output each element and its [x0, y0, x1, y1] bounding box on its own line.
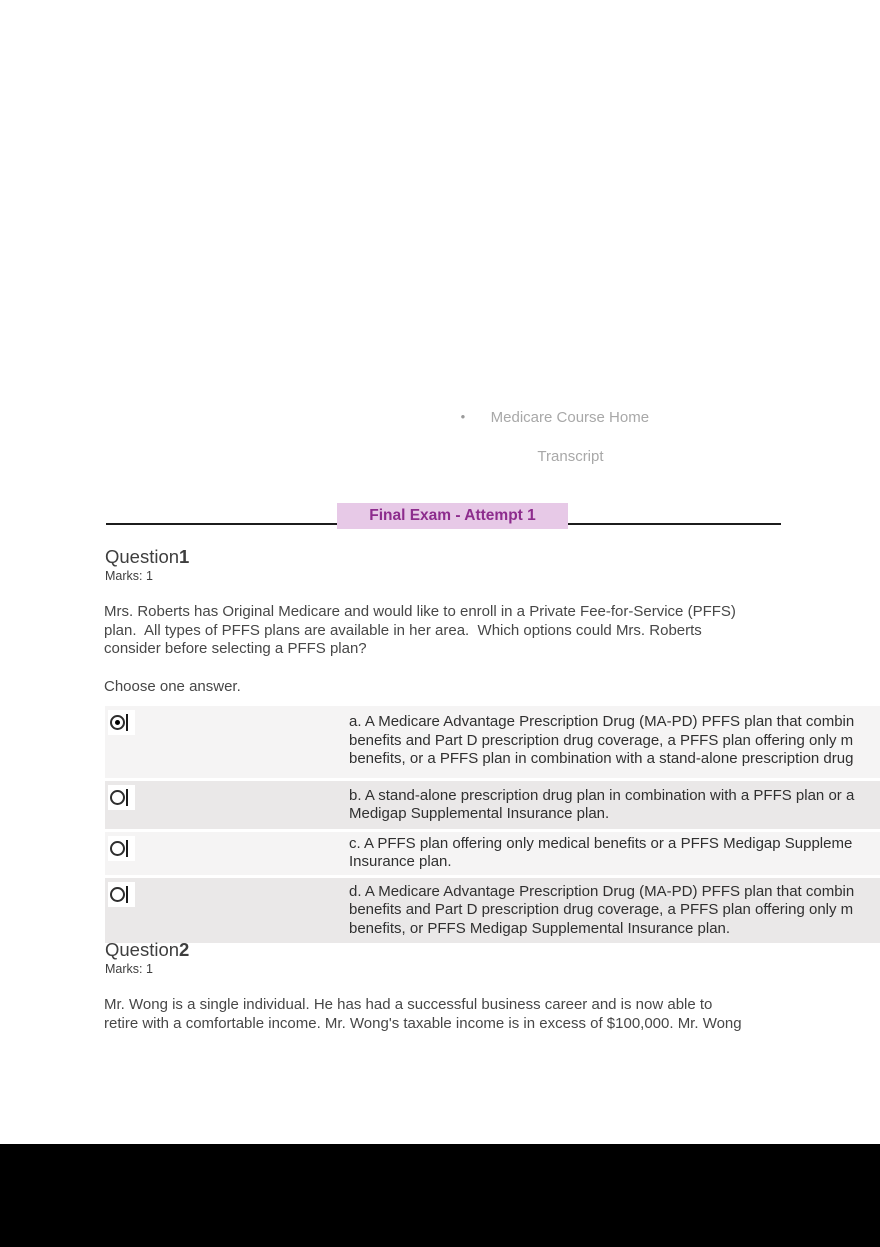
option-text-line: c. A PFFS plan offering only medical benefits or a PFFS Medigap Suppleme	[349, 834, 853, 852]
radio-circle-icon	[110, 790, 125, 805]
answer-option-d[interactable]	[105, 878, 880, 944]
question-2-heading: Question2	[105, 939, 190, 960]
option-text-line: benefits, or PFFS Medigap Supplemental Insurance plan.	[349, 919, 731, 937]
text-cursor-artifact	[126, 789, 128, 806]
bottom-black-bar	[0, 1144, 880, 1247]
radio-button-c[interactable]	[108, 836, 135, 861]
question-1-marks: Marks: 1	[105, 569, 153, 583]
radio-circle-icon	[110, 841, 125, 856]
radio-button-a[interactable]	[108, 710, 135, 735]
choose-one-answer-label: Choose one answer.	[104, 678, 241, 695]
option-text-line: Insurance plan.	[349, 853, 452, 870]
option-text-line: benefits and Part D prescription drug coverage, a PFFS plan offering only m	[349, 731, 854, 749]
question-1-heading: Question1	[105, 546, 190, 567]
radio-button-b[interactable]	[108, 785, 135, 810]
option-text-line: a. A Medicare Advantage Prescription Drug (MA-PD) PFFS plan that combin	[349, 713, 855, 730]
radio-button-d[interactable]	[108, 882, 135, 907]
prompt-line: consider before selecting a PFFS plan?	[104, 640, 367, 658]
nav-link-transcript[interactable]	[521, 431, 604, 482]
prompt-line: retire with a comfortable income. Mr. Wong's taxable income is in excess of $100,000. Mr. Wong	[104, 1014, 742, 1032]
question-number: 1	[179, 546, 190, 567]
bullet-icon: •	[460, 409, 466, 424]
question-number: 2	[179, 939, 190, 960]
answer-option-c[interactable]	[105, 832, 880, 875]
option-text-line: benefits and Part D prescription drug coverage, a PFFS plan offering only m	[349, 901, 854, 918]
question-1-prompt	[104, 603, 736, 659]
text-cursor-artifact	[126, 886, 128, 903]
radio-circle-icon	[110, 887, 125, 902]
text-cursor-artifact	[126, 714, 128, 731]
option-text-line: benefits, or a PFFS plan in combination with a stand-alone prescription drug	[349, 750, 854, 767]
exam-title-banner: Final Exam - Attempt 1	[337, 503, 568, 529]
nav-link-label: Transcript	[537, 448, 604, 465]
question-2-marks: Marks: 1	[105, 962, 153, 976]
text-cursor-artifact	[126, 840, 128, 857]
radio-circle-icon	[110, 715, 125, 730]
answer-option-b[interactable]	[105, 781, 880, 829]
question-2-prompt	[104, 996, 742, 1033]
prompt-line: plan. All types of PFFS plans are available in her area. Which options could Mrs. Roberts	[104, 621, 702, 639]
answer-option-a[interactable]	[105, 706, 880, 778]
prompt-line: Mr. Wong is a single individual. He has had a successful business career and is now able to	[104, 996, 713, 1013]
option-text-line: d. A Medicare Advantage Prescription Drug (MA-PD) PFFS plan that combin	[349, 882, 855, 900]
option-text-line: b. A stand-alone prescription drug plan in combination with a PFFS plan or a	[349, 786, 855, 804]
option-text-line: Medigap Supplemental Insurance plan.	[349, 805, 610, 822]
prompt-line: Mrs. Roberts has Original Medicare and would like to enroll in a Private Fee-for-Service (PFFS)	[104, 603, 736, 620]
answer-options-table	[105, 706, 880, 943]
nav-link-label: Medicare Course Home	[490, 409, 650, 426]
